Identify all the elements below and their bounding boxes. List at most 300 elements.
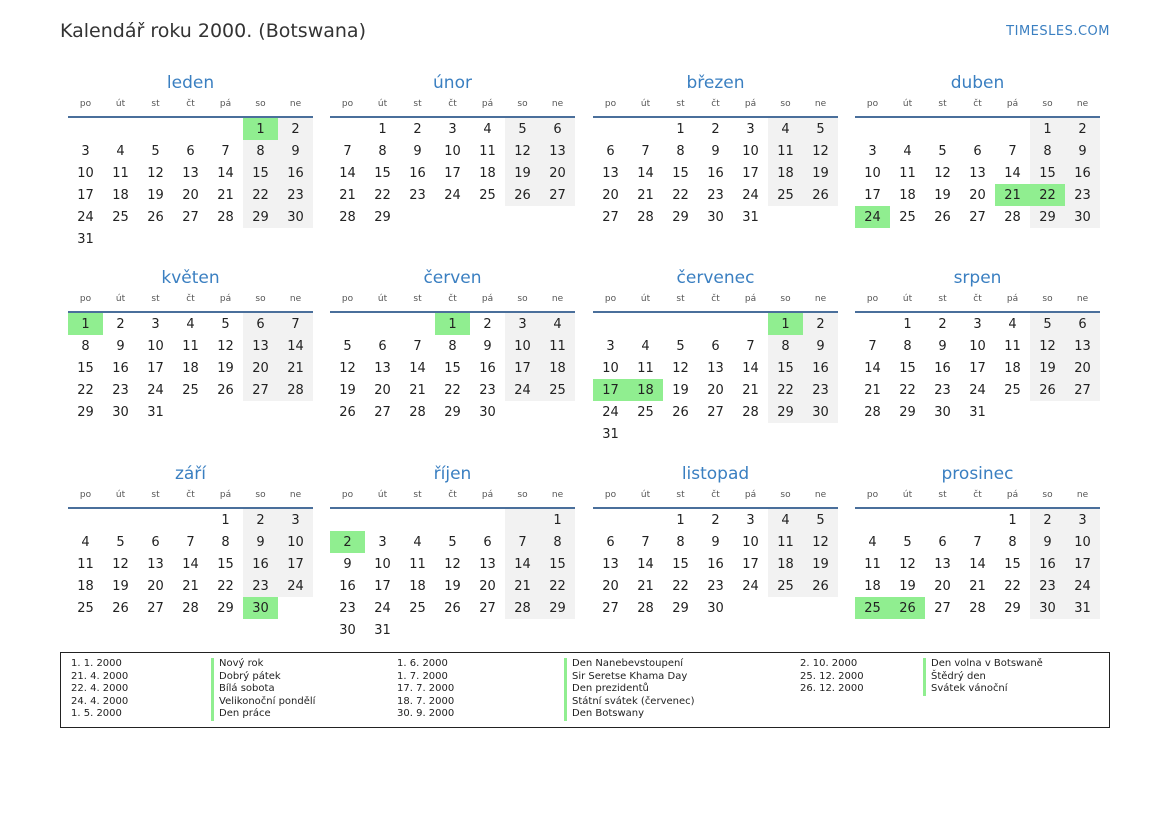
day-cell: 29: [1004, 600, 1021, 616]
weekday-label: ne: [814, 294, 827, 304]
day-cell: 18: [479, 165, 496, 181]
weekday-label: so: [1042, 99, 1053, 109]
day-cell: 24: [1065, 575, 1100, 597]
weekday-label: so: [1042, 490, 1053, 500]
weekday-label: ne: [1076, 294, 1089, 304]
day-cell: 10: [505, 335, 540, 357]
weekday-label: st: [151, 490, 160, 500]
day-cell: 26: [505, 184, 540, 206]
day-cell: 3: [505, 313, 540, 335]
day-cell: 18: [1004, 360, 1021, 376]
day-cell: 23: [707, 187, 724, 203]
empty-cell: [768, 206, 803, 228]
day-cell: 5: [1030, 313, 1065, 335]
day-cell: 21: [409, 382, 426, 398]
empty-cell: [278, 401, 313, 423]
days-grid: [68, 313, 313, 423]
day-cell: 8: [1030, 140, 1065, 162]
month-1: [68, 72, 313, 250]
empty-cell: [960, 509, 995, 531]
day-cell: 27: [707, 404, 724, 420]
empty-cell: [400, 509, 435, 531]
month-name: červen: [423, 268, 482, 288]
day-cell: 12: [147, 165, 164, 181]
day-cell: 5: [221, 316, 230, 332]
day-cell: 30: [707, 600, 724, 616]
weekday-label: ne: [814, 490, 827, 500]
day-cell: 19: [672, 382, 689, 398]
empty-cell: [173, 509, 208, 531]
day-cell: 10: [444, 143, 461, 159]
day-cell: 28: [278, 379, 313, 401]
day-cell: 24: [374, 600, 391, 616]
weekday-label: so: [517, 294, 528, 304]
day-cell: 12: [505, 140, 540, 162]
day-cell: 9: [483, 338, 492, 354]
day-cell: 29: [540, 597, 575, 619]
day-cell: 23: [803, 379, 838, 401]
day-cell: 18: [768, 162, 803, 184]
day-cell: 4: [81, 534, 90, 550]
day-cell: 21: [505, 575, 540, 597]
empty-cell: [505, 619, 540, 641]
empty-cell: [173, 401, 208, 423]
day-cell: 28: [505, 597, 540, 619]
day-cell: 20: [374, 382, 391, 398]
weekday-label: út: [115, 490, 126, 500]
day-cell: 16: [243, 553, 278, 575]
empty-cell: [1065, 401, 1100, 423]
empty-cell: [890, 509, 925, 531]
day-cell: 17: [505, 357, 540, 379]
day-cell: 3: [81, 143, 90, 159]
day-cell: 13: [374, 360, 391, 376]
day-cell: 5: [803, 118, 838, 140]
empty-cell: [470, 509, 505, 531]
holiday-name: Svátek vánoční: [931, 683, 1008, 695]
day-cell: 12: [672, 360, 689, 376]
empty-cell: [890, 118, 925, 140]
days-grid: [330, 118, 575, 228]
day-cell: 6: [378, 338, 387, 354]
day-cell: 18: [899, 187, 916, 203]
day-cell: 15: [217, 556, 234, 572]
day-cell: 4: [483, 121, 492, 137]
day-cell: 10: [742, 143, 759, 159]
day-cell: 25: [637, 404, 654, 420]
day-cell: 23: [112, 382, 129, 398]
weekday-label: pá: [219, 294, 232, 304]
month-9: [68, 463, 313, 619]
day-cell: 29: [672, 600, 689, 616]
day-cell: 2: [1065, 118, 1100, 140]
day-cell: 16: [409, 165, 426, 181]
day-cell: 30: [1065, 206, 1100, 228]
day-cell: 8: [1008, 534, 1017, 550]
day-cell: 19: [899, 578, 916, 594]
day-cell: 31: [77, 231, 94, 247]
month-4: [855, 72, 1100, 228]
day-cell: 22: [217, 578, 234, 594]
day-cell: 13: [707, 360, 724, 376]
day-cell: 4: [1008, 316, 1017, 332]
day-cell: 10: [278, 531, 313, 553]
day-cell: 17: [374, 578, 391, 594]
empty-cell: [855, 313, 890, 335]
days-grid: [68, 118, 313, 250]
day-cell: 15: [540, 553, 575, 575]
days-grid: [593, 118, 838, 228]
day-cell: 22: [1030, 184, 1065, 206]
day-cell: 6: [711, 338, 720, 354]
day-cell: 24: [742, 578, 759, 594]
day-cell: 25: [409, 600, 426, 616]
day-cell: 31: [742, 209, 759, 225]
day-cell: 11: [1004, 338, 1021, 354]
day-cell: 23: [243, 575, 278, 597]
day-cell: 2: [711, 512, 720, 528]
day-cell: 25: [855, 597, 890, 619]
holiday-name: Štědrý den: [931, 670, 986, 682]
day-cell: 11: [768, 531, 803, 553]
day-cell: 7: [641, 143, 650, 159]
weekday-label: ne: [289, 490, 302, 500]
day-cell: 31: [374, 622, 391, 638]
empty-cell: [243, 401, 278, 423]
weekday-label: čt: [973, 294, 982, 304]
day-cell: 7: [278, 313, 313, 335]
days-grid: [855, 313, 1100, 423]
day-cell: 22: [672, 578, 689, 594]
holiday-dates-col-1: [71, 658, 128, 721]
days-grid: [593, 509, 838, 619]
month-name: prosinec: [941, 464, 1014, 484]
day-cell: 9: [803, 335, 838, 357]
day-cell: 26: [1030, 379, 1065, 401]
days-grid: [330, 313, 575, 423]
day-cell: 9: [278, 140, 313, 162]
day-cell: 10: [374, 556, 391, 572]
weekday-label: so: [780, 294, 791, 304]
weekday-label: čt: [711, 294, 720, 304]
day-cell: 11: [540, 335, 575, 357]
weekday-header: [855, 96, 1100, 118]
day-cell: 1: [1008, 512, 1017, 528]
month-name: listopad: [681, 464, 750, 484]
weekday-label: po: [79, 99, 92, 109]
day-cell: 30: [1030, 597, 1065, 619]
day-cell: 18: [864, 578, 881, 594]
empty-cell: [435, 206, 470, 228]
empty-cell: [733, 423, 768, 445]
day-cell: 17: [742, 165, 759, 181]
day-cell: 23: [409, 187, 426, 203]
weekday-label: so: [1042, 294, 1053, 304]
empty-cell: [365, 509, 400, 531]
holiday-name: Den práce: [219, 708, 271, 720]
day-cell: 24: [505, 379, 540, 401]
empty-cell: [593, 509, 628, 531]
empty-cell: [803, 423, 838, 445]
weekday-label: čt: [711, 99, 720, 109]
weekday-header: [68, 291, 313, 313]
day-cell: 3: [746, 121, 755, 137]
day-cell: 7: [505, 531, 540, 553]
holiday-date: 30. 9. 2000: [397, 708, 455, 720]
day-cell: 3: [868, 143, 877, 159]
weekday-label: so: [780, 490, 791, 500]
day-cell: 16: [803, 357, 838, 379]
weekday-label: út: [115, 99, 126, 109]
empty-cell: [768, 597, 803, 619]
day-cell: 3: [448, 121, 457, 137]
day-cell: 26: [147, 209, 164, 225]
day-cell: 18: [182, 360, 199, 376]
weekday-label: so: [255, 490, 266, 500]
day-cell: 16: [479, 360, 496, 376]
day-cell: 17: [147, 360, 164, 376]
weekday-label: út: [377, 99, 388, 109]
empty-cell: [628, 423, 663, 445]
month-3: [593, 72, 838, 228]
day-cell: 19: [1030, 357, 1065, 379]
weekday-label: čt: [448, 99, 457, 109]
day-cell: 18: [768, 553, 803, 575]
day-cell: 8: [676, 534, 685, 550]
empty-cell: [330, 118, 365, 140]
day-cell: 31: [147, 404, 164, 420]
day-cell: 8: [221, 534, 230, 550]
empty-cell: [470, 619, 505, 641]
month-name: září: [174, 464, 207, 484]
day-cell: 2: [803, 313, 838, 335]
day-cell: 12: [803, 140, 838, 162]
day-cell: 9: [116, 338, 125, 354]
empty-cell: [995, 118, 1030, 140]
day-cell: 27: [243, 379, 278, 401]
day-cell: 7: [973, 534, 982, 550]
day-cell: 29: [899, 404, 916, 420]
day-cell: 25: [112, 209, 129, 225]
month-7: [593, 267, 838, 445]
weekday-header: [593, 96, 838, 118]
weekday-label: po: [604, 99, 617, 109]
weekday-header: [593, 487, 838, 509]
day-cell: 8: [903, 338, 912, 354]
day-cell: 15: [374, 165, 391, 181]
empty-cell: [435, 509, 470, 531]
day-cell: 23: [479, 382, 496, 398]
empty-cell: [103, 228, 138, 250]
day-cell: 11: [479, 143, 496, 159]
day-cell: 21: [339, 187, 356, 203]
day-cell: 3: [278, 509, 313, 531]
day-cell: 23: [934, 382, 951, 398]
empty-cell: [400, 206, 435, 228]
month-name: říjen: [433, 464, 472, 484]
day-cell: 30: [934, 404, 951, 420]
day-cell: 24: [278, 575, 313, 597]
weekday-label: po: [341, 490, 354, 500]
weekday-label: st: [151, 99, 160, 109]
day-cell: 30: [803, 401, 838, 423]
day-cell: 7: [641, 534, 650, 550]
day-cell: 16: [339, 578, 356, 594]
day-cell: 23: [278, 184, 313, 206]
day-cell: 4: [186, 316, 195, 332]
day-cell: 5: [448, 534, 457, 550]
day-cell: 12: [803, 531, 838, 553]
day-cell: 21: [864, 382, 881, 398]
day-cell: 28: [637, 600, 654, 616]
weekday-label: pá: [481, 99, 494, 109]
day-cell: 4: [868, 534, 877, 550]
day-cell: 5: [505, 118, 540, 140]
day-cell: 12: [217, 338, 234, 354]
weekday-label: pá: [744, 490, 757, 500]
month-name: červenec: [676, 268, 755, 288]
empty-cell: [663, 313, 698, 335]
day-cell: 6: [973, 143, 982, 159]
day-cell: 28: [969, 600, 986, 616]
holiday-date: 24. 4. 2000: [71, 695, 129, 707]
day-cell: 14: [409, 360, 426, 376]
days-grid: [855, 509, 1100, 619]
day-cell: 14: [864, 360, 881, 376]
day-cell: 19: [112, 578, 129, 594]
weekday-label: st: [938, 99, 947, 109]
day-cell: 21: [995, 184, 1030, 206]
empty-cell: [330, 313, 365, 335]
day-cell: 1: [243, 118, 278, 140]
day-cell: 15: [768, 357, 803, 379]
day-cell: 22: [77, 382, 94, 398]
day-cell: 2: [483, 316, 492, 332]
day-cell: 27: [479, 600, 496, 616]
empty-cell: [68, 118, 103, 140]
day-cell: 6: [151, 534, 160, 550]
weekday-label: pá: [219, 99, 232, 109]
month-2: [330, 72, 575, 228]
weekday-label: út: [902, 294, 913, 304]
day-cell: 8: [81, 338, 90, 354]
day-cell: 1: [378, 121, 387, 137]
day-cell: 14: [637, 556, 654, 572]
day-cell: 3: [151, 316, 160, 332]
day-cell: 19: [803, 162, 838, 184]
day-cell: 11: [182, 338, 199, 354]
day-cell: 2: [938, 316, 947, 332]
day-cell: 13: [479, 556, 496, 572]
day-cell: 7: [343, 143, 352, 159]
day-cell: 7: [746, 338, 755, 354]
holiday-names-col-3: [923, 658, 1043, 696]
empty-cell: [995, 401, 1030, 423]
day-cell: 11: [112, 165, 129, 181]
month-name: duben: [950, 73, 1005, 93]
day-cell: 24: [969, 382, 986, 398]
weekday-label: st: [413, 294, 422, 304]
day-cell: 6: [606, 143, 615, 159]
day-cell: 29: [768, 401, 803, 423]
day-cell: 23: [339, 600, 356, 616]
weekday-label: út: [640, 99, 651, 109]
empty-cell: [138, 509, 173, 531]
day-cell: 5: [151, 143, 160, 159]
empty-cell: [540, 206, 575, 228]
empty-cell: [208, 118, 243, 140]
empty-cell: [628, 313, 663, 335]
day-cell: 7: [1008, 143, 1017, 159]
empty-cell: [138, 118, 173, 140]
empty-cell: [400, 619, 435, 641]
day-cell: 15: [899, 360, 916, 376]
day-cell: 12: [339, 360, 356, 376]
day-cell: 9: [711, 143, 720, 159]
day-cell: 9: [938, 338, 947, 354]
month-12: [855, 463, 1100, 619]
empty-cell: [855, 118, 890, 140]
holiday-name: Státní svátek (červenec): [572, 695, 695, 707]
day-cell: 29: [77, 404, 94, 420]
holiday-name: Den volna v Botswaně: [931, 658, 1043, 669]
day-cell: 1: [676, 121, 685, 137]
weekday-label: pá: [481, 294, 494, 304]
day-cell: 5: [116, 534, 125, 550]
day-cell: 9: [243, 531, 278, 553]
weekday-label: út: [377, 490, 388, 500]
day-cell: 1: [540, 509, 575, 531]
site-link[interactable]: TIMESLES.COM: [1006, 24, 1110, 39]
weekday-label: pá: [219, 490, 232, 500]
empty-cell: [208, 401, 243, 423]
day-cell: 20: [707, 382, 724, 398]
empty-cell: [365, 313, 400, 335]
day-cell: 2: [278, 118, 313, 140]
month-5: [68, 267, 313, 423]
weekday-label: po: [341, 99, 354, 109]
weekday-label: ne: [289, 99, 302, 109]
day-cell: 22: [1004, 578, 1021, 594]
month-6: [330, 267, 575, 423]
weekday-label: so: [255, 294, 266, 304]
day-cell: 10: [969, 338, 986, 354]
day-cell: 16: [112, 360, 129, 376]
day-cell: 30: [707, 209, 724, 225]
day-cell: 14: [505, 553, 540, 575]
weekday-label: po: [866, 490, 879, 500]
day-cell: 29: [1030, 206, 1065, 228]
day-cell: 20: [1065, 357, 1100, 379]
empty-cell: [173, 228, 208, 250]
day-cell: 7: [413, 338, 422, 354]
day-cell: 24: [855, 206, 890, 228]
day-cell: 16: [707, 165, 724, 181]
day-cell: 6: [938, 534, 947, 550]
day-cell: 20: [243, 357, 278, 379]
day-cell: 20: [540, 162, 575, 184]
day-cell: 12: [444, 556, 461, 572]
weekday-label: čt: [186, 294, 195, 304]
holiday-name: Den prezidentů: [572, 683, 649, 695]
day-cell: 5: [676, 338, 685, 354]
holiday-names-col-1: [211, 658, 315, 721]
day-cell: 6: [606, 534, 615, 550]
day-cell: 13: [182, 165, 199, 181]
day-cell: 28: [637, 209, 654, 225]
weekday-label: st: [938, 490, 947, 500]
weekday-label: po: [341, 294, 354, 304]
